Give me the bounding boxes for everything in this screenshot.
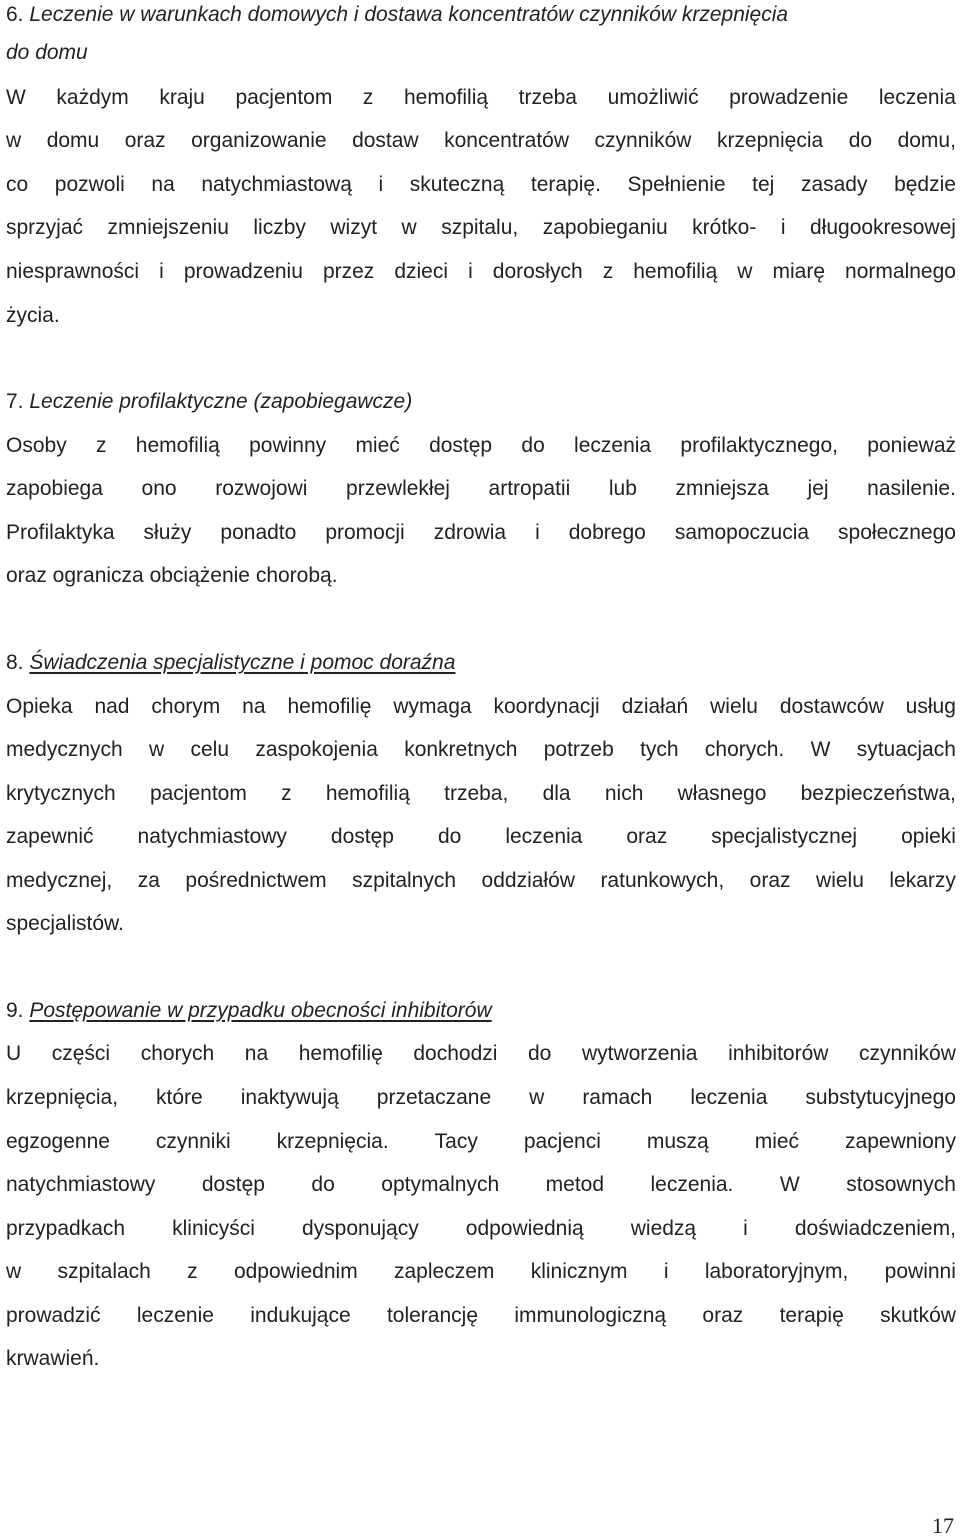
section-7-line-4: oraz ogranicza obciążenie chorobą. (6, 564, 338, 587)
section-7-heading (6, 387, 956, 417)
section-8-heading (6, 648, 956, 678)
section-8-title: Świadczenia specjalistyczne i pomoc doraźna (29, 651, 456, 674)
section-9-heading (6, 996, 956, 1026)
section-9-line-3: egzogenne czynniki krzepnięcia. Tacy pacjenci muszą mieć zapewniony (6, 1130, 956, 1153)
section-9-line-8: krwawień. (6, 1347, 100, 1370)
section-8-line-2: medycznych w celu zaspokojenia konkretnych potrzeb tych chorych. W sytuacjach (6, 738, 956, 761)
section-8-number: 8. (6, 651, 24, 674)
section-7-line-2: zapobiega ono rozwojowi przewlekłej artropatii lub zmniejsza jej nasilenie. (6, 477, 956, 500)
section-9-line-5: przypadkach klinicyści dysponujący odpowiednią wiedzą i doświadczeniem, (6, 1217, 956, 1240)
section-8-line-6: specjalistów. (6, 912, 124, 935)
section-8-line-5: medycznej, za pośrednictwem szpitalnych oddziałów ratunkowych, oraz wielu lekarzy (6, 869, 956, 892)
section-6-number: 6. (6, 3, 24, 26)
section-7-number: 7. (6, 390, 24, 413)
section-9-line-7: prowadzić leczenie indukujące tolerancję immunologiczną oraz terapię skutków (6, 1304, 956, 1327)
section-9-number: 9. (6, 999, 24, 1022)
page-number: 17 (932, 1513, 954, 1538)
section-9-line-6: w szpitalach z odpowiednim zapleczem klinicznym i laboratoryjnym, powinni (6, 1260, 956, 1283)
section-8-line-4: zapewnić natychmiastowy dostęp do leczenia oraz specjalistycznej opieki (6, 825, 956, 848)
section-6-line-2: w domu oraz organizowanie dostaw koncentratów czynników krzepnięcia do domu, (6, 129, 956, 152)
section-9-line-1: U części chorych na hemofilię dochodzi do wytworzenia inhibitorów czynników (6, 1042, 956, 1065)
section-6-line-6: życia. (6, 304, 60, 327)
section-6-heading (6, 0, 956, 30)
section-6-title: Leczenie w warunkach domowych i dostawa koncentratów czynników krzepnięcia (29, 3, 789, 26)
section-8-line-3: krytycznych pacjentom z hemofilią trzeba, dla nich własnego bezpieczeństwa, (6, 782, 956, 805)
section-7-line-1: Osoby z hemofilią powinny mieć dostęp do leczenia profilaktycznego, ponieważ (6, 434, 956, 457)
section-6-line-1: W każdym kraju pacjentom z hemofilią trzeba umożliwić prowadzenie leczenia (6, 86, 956, 109)
section-7-line-3: Profilaktyka służy ponadto promocji zdrowia i dobrego samopoczucia społecznego (6, 521, 956, 544)
section-6-line-5: niesprawności i prowadzeniu przez dzieci i dorosłych z hemofilią w miarę normalnego (6, 260, 956, 283)
section-6-line-4: sprzyjać zmniejszeniu liczby wizyt w szpitalu, zapobieganiu krótko- i długookresowej (6, 216, 956, 239)
section-6-line-3: co pozwoli na natychmiastową i skuteczną terapię. Spełnienie tej zasady będzie (6, 173, 956, 196)
section-6-heading-cont (6, 38, 956, 68)
section-7-title: Leczenie profilaktyczne (zapobiegawcze) (29, 390, 413, 413)
section-9-line-4: natychmiastowy dostęp do optymalnych metod leczenia. W stosownych (6, 1173, 956, 1196)
section-9-title: Postępowanie w przypadku obecności inhibitorów (29, 999, 492, 1022)
section-6-title-cont: do domu (6, 41, 88, 64)
section-9-line-2: krzepnięcia, które inaktywują przetaczane w ramach leczenia substytucyjnego (6, 1086, 956, 1109)
section-8-line-1: Opieka nad chorym na hemofilię wymaga koordynacji działań wielu dostawców usług (6, 695, 956, 718)
